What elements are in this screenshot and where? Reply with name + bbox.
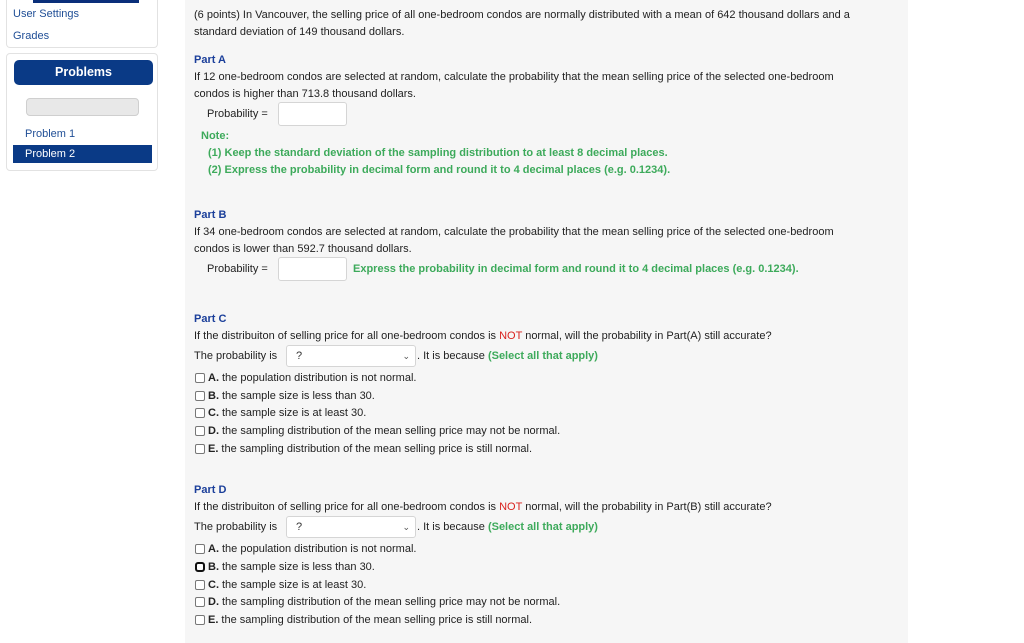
part-c-option-b[interactable] bbox=[195, 390, 375, 402]
part-c-option-e[interactable] bbox=[195, 443, 532, 455]
option-text: the sampling distribution of the mean selling price may not be normal. bbox=[222, 425, 561, 437]
user-settings-link[interactable]: User Settings bbox=[13, 8, 80, 20]
checkbox-icon[interactable] bbox=[195, 597, 205, 607]
part-a-line-2: condos is higher than 713.8 thousand dollars. bbox=[194, 88, 416, 100]
problems-button[interactable]: Problems bbox=[14, 60, 153, 85]
part-d-option-a[interactable] bbox=[195, 543, 416, 555]
grades-link[interactable]: Grades bbox=[13, 30, 50, 42]
part-c-prob-is-label: The probability is bbox=[194, 350, 278, 362]
checkbox-icon[interactable] bbox=[195, 615, 205, 625]
part-a-probability-label: Probability = bbox=[207, 108, 268, 120]
part-a-note-label: Note: bbox=[201, 130, 230, 142]
chevron-down-icon: ⌄ bbox=[402, 351, 410, 361]
intro-line-1: (6 points) In Vancouver, the selling price of all one-bedroom condos are normally distributed with a mean of 642 thousand dollars and a bbox=[194, 9, 850, 21]
checkbox-icon[interactable] bbox=[195, 562, 205, 572]
part-c-accuracy-select[interactable] bbox=[286, 345, 416, 367]
part-b-question bbox=[194, 224, 834, 258]
part-c-because-text: . It is because bbox=[417, 350, 485, 362]
part-c-option-a[interactable] bbox=[195, 372, 416, 384]
part-d-not-highlight: NOT bbox=[499, 501, 523, 513]
part-d-question-pre: If the distribuiton of selling price for all one-bedroom condos is bbox=[194, 501, 500, 513]
option-letter: D. bbox=[208, 425, 219, 437]
option-letter: D. bbox=[208, 596, 219, 608]
option-letter: C. bbox=[208, 579, 219, 591]
part-d-prob-is-label: The probability is bbox=[194, 521, 278, 533]
problem-intro bbox=[194, 7, 850, 41]
option-letter: A. bbox=[208, 372, 219, 384]
part-d-option-b[interactable] bbox=[195, 561, 375, 573]
part-a-probability-input[interactable] bbox=[278, 102, 347, 126]
part-b-probability-input[interactable] bbox=[278, 257, 347, 281]
part-d-title: Part D bbox=[194, 484, 227, 496]
checkbox-icon[interactable] bbox=[195, 426, 205, 436]
part-c-title: Part C bbox=[194, 313, 227, 325]
part-c-question-pre: If the distribuiton of selling price for all one-bedroom condos is bbox=[194, 330, 500, 342]
part-c-not-highlight: NOT bbox=[499, 330, 523, 342]
part-a-question bbox=[194, 69, 834, 103]
part-c-option-c[interactable] bbox=[195, 407, 366, 419]
part-c-because bbox=[417, 348, 598, 365]
part-c-select-all-hint: (Select all that apply) bbox=[487, 350, 598, 362]
nav-accent-bar bbox=[33, 0, 139, 3]
chevron-down-icon: ⌄ bbox=[402, 522, 410, 532]
option-text: the sample size is less than 30. bbox=[222, 561, 375, 573]
part-d-option-c[interactable] bbox=[195, 579, 366, 591]
part-d-option-d[interactable] bbox=[195, 596, 560, 608]
part-d-because-text: . It is because bbox=[417, 521, 485, 533]
option-letter: B. bbox=[208, 561, 219, 573]
intro-line-2: standard deviation of 149 thousand dollars. bbox=[194, 26, 405, 38]
option-text: the sample size is less than 30. bbox=[222, 390, 375, 402]
option-letter: A. bbox=[208, 543, 219, 555]
checkbox-icon[interactable] bbox=[195, 444, 205, 454]
option-letter: E. bbox=[208, 443, 219, 455]
part-b-line-2: condos is lower than 592.7 thousand dollars. bbox=[194, 243, 412, 255]
problems-panel bbox=[6, 53, 158, 171]
problem-content bbox=[185, 0, 908, 643]
part-a-line-1: If 12 one-bedroom condos are selected at random, calculate the probability that the mean selling price of the selected one-bedroom bbox=[194, 71, 834, 83]
part-c-select-value: ? bbox=[296, 350, 303, 362]
option-text: the population distribution is not normal. bbox=[222, 543, 417, 555]
part-c-option-d[interactable] bbox=[195, 425, 560, 437]
part-d-question-post: normal, will the probability in Part(B) still accurate? bbox=[522, 501, 772, 513]
part-c-question-post: normal, will the probability in Part(A) still accurate? bbox=[522, 330, 772, 342]
option-text: the population distribution is not normal. bbox=[222, 372, 417, 384]
option-letter: C. bbox=[208, 407, 219, 419]
problem-search-field[interactable] bbox=[26, 98, 139, 116]
option-text: the sample size is at least 30. bbox=[222, 579, 367, 591]
option-letter: E. bbox=[208, 614, 219, 626]
part-b-line-1: If 34 one-bedroom condos are selected at random, calculate the probability that the mean selling price of the selected one-bedroom bbox=[194, 226, 834, 238]
checkbox-icon[interactable] bbox=[195, 408, 205, 418]
part-d-accuracy-select[interactable] bbox=[286, 516, 416, 538]
part-d-question bbox=[194, 499, 772, 516]
part-b-hint: Express the probability in decimal form and round it to 4 decimal places (e.g. 0.1234). bbox=[353, 263, 799, 275]
part-a-note-1: (1) Keep the standard deviation of the sampling distribution to at least 8 decimal places. bbox=[208, 147, 668, 159]
part-d-because bbox=[417, 519, 598, 536]
option-text: the sampling distribution of the mean selling price is still normal. bbox=[221, 614, 532, 626]
checkbox-icon[interactable] bbox=[195, 391, 205, 401]
part-b-probability-label: Probability = bbox=[207, 263, 268, 275]
option-text: the sampling distribution of the mean selling price is still normal. bbox=[221, 443, 532, 455]
checkbox-icon[interactable] bbox=[195, 580, 205, 590]
part-d-option-e[interactable] bbox=[195, 614, 532, 626]
part-d-select-all-hint: (Select all that apply) bbox=[487, 521, 598, 533]
checkbox-icon[interactable] bbox=[195, 373, 205, 383]
part-c-question bbox=[194, 328, 772, 345]
part-a-note-2: (2) Express the probability in decimal form and round it to 4 decimal places (e.g. 0.1234). bbox=[208, 164, 671, 176]
part-b-title: Part B bbox=[194, 209, 227, 221]
option-letter: B. bbox=[208, 390, 219, 402]
checkbox-icon[interactable] bbox=[195, 544, 205, 554]
problem-1-link[interactable]: Problem 1 bbox=[25, 128, 76, 140]
option-text: the sampling distribution of the mean selling price may not be normal. bbox=[222, 596, 561, 608]
part-a-title: Part A bbox=[194, 54, 226, 66]
option-text: the sample size is at least 30. bbox=[222, 407, 367, 419]
part-d-select-value: ? bbox=[296, 521, 303, 533]
problem-2-link[interactable]: Problem 2 bbox=[13, 145, 152, 163]
